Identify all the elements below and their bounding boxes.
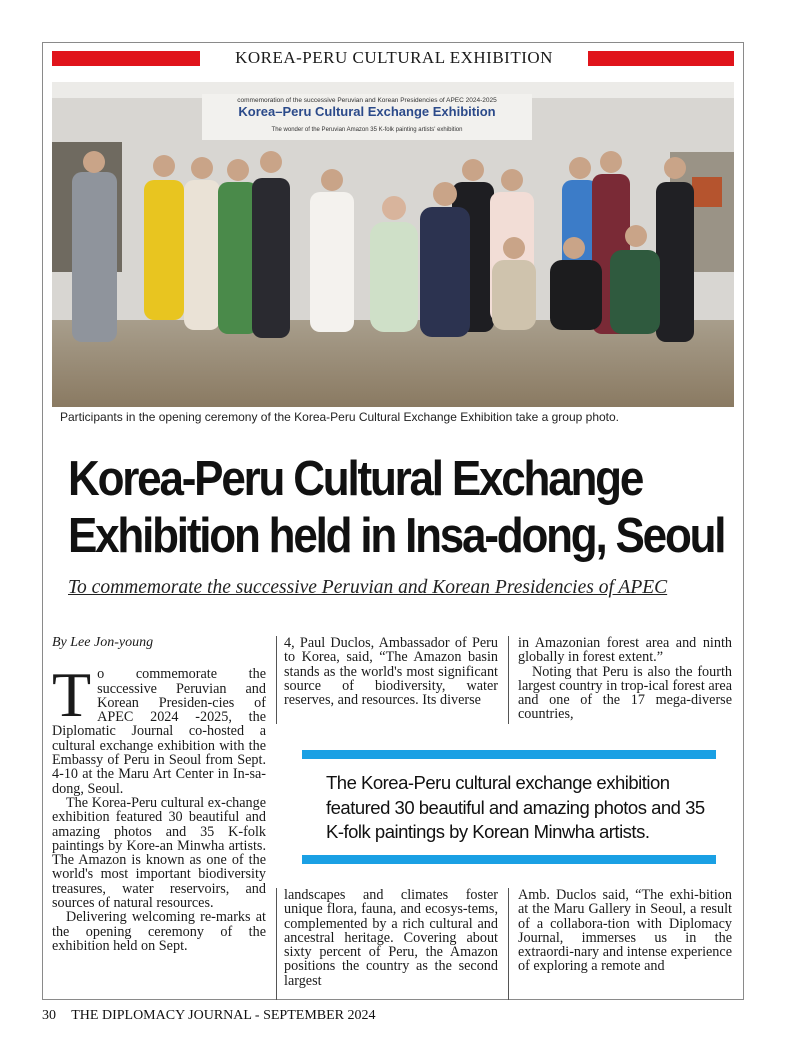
section-banner: [52, 48, 734, 68]
article-subhead: To commemorate the successive Peruvian and Korean Presidencies of APEC: [68, 577, 668, 598]
page-footer: [42, 1008, 376, 1024]
photo-banner-line2: The wonder of the Peruvian Amazon 35 K-folk painting artists' exhibition: [271, 127, 463, 133]
column-divider-1-bottom: [276, 888, 277, 1000]
column-divider-2-bottom: [508, 888, 509, 1000]
column-3-top: [518, 636, 732, 724]
column-2-top-text: 4, Paul Duclos, Ambassador of Peru to Korea, said, “The Amazon basin stands as the world's most significant source of biodiversity, water reserves, and resources. Its diverse: [284, 636, 498, 709]
byline: By Lee Jon-young: [52, 636, 154, 650]
page-number: 30: [42, 1008, 56, 1023]
column-1: [52, 636, 266, 1000]
column-1-paragraph-1-text: o commemorate the successive Peruvian and Korean Presiden-cies of APEC 2024 -2025, the Diplomatic Journal co-hosted a cultural exchange exhibition with the Embassy of Peru in Seoul from Sept. 4-10 at the Maru Art Center in In-sa-dong, Seoul.: [52, 666, 266, 797]
photo-banner-title: Korea–Peru Cultural Exchange Exhibition: [238, 104, 496, 119]
pullquote-bar-top: [302, 750, 716, 759]
banner-bar-left: [52, 51, 200, 66]
column-3-bottom-text: Amb. Duclos said, “The exhi-bition at the Maru Gallery in Seoul, a result of a collabora-tion with Diplomacy Journal, immerses us in the extraordi-nary and intense experience of exploring a remote and: [518, 888, 732, 975]
group-photo: [52, 82, 734, 407]
article-headline: [68, 450, 738, 564]
pullquote: The Korea-Peru cultural exchange exhibition featured 30 beautiful and amazing photos and 35 K-folk paintings by Korean Minwha artists.: [326, 772, 705, 842]
column-2-bottom: [284, 888, 498, 1000]
column-divider-2-top: [508, 636, 509, 724]
column-3-top-paragraph-2: Noting that Peru is also the fourth largest country in trop-ical forest area and one of the 17 mega-diverse countries,: [518, 663, 732, 723]
headline-line-1: Korea-Peru Cultural Exchange: [68, 451, 643, 506]
drop-cap: T: [52, 659, 92, 731]
column-1-paragraph-1: [52, 659, 266, 797]
pullquote-bar-bottom: [302, 855, 716, 864]
column-3-top-paragraph-1: in Amazonian forest area and ninth globally in forest extent.”: [518, 636, 732, 666]
headline-line-2: Exhibition held in Insa-dong, Seoul: [68, 508, 725, 564]
photo-banner-line1: commemoration of the successive Peruvian and Korean Presidencies of APEC 2024-2025: [237, 97, 497, 104]
publication-name: THE DIPLOMACY JOURNAL - SEPTEMBER 2024: [71, 1008, 376, 1023]
column-divider-1-top: [276, 636, 277, 724]
photo-caption: Participants in the opening ceremony of the Korea-Peru Cultural Exchange Exhibition take a group photo.: [60, 410, 620, 424]
column-2-top: [284, 636, 498, 724]
column-2-bottom-text: landscapes and climates foster unique flora, fauna, and ecosys-tems, complemented by a rich cultural and ancestral heritage. Covering about sixty percent of Peru, the Amazon positions the country as the second largest: [284, 888, 498, 989]
column-1-paragraph-3: Delivering welcoming re-marks at the opening ceremony of the exhibition held on Sept.: [52, 909, 266, 954]
column-1-paragraph-2: The Korea-Peru cultural ex-change exhibition featured 30 beautiful and amazing photos and 35 K-folk paintings by Kore-an Minwha artists. The Amazon is known as one of the world's most important biodiversity treasures, water reservoirs, and sources of natural resources.: [52, 794, 266, 912]
banner-bar-right: [588, 51, 734, 66]
column-3-bottom: [518, 888, 732, 1000]
section-title: KOREA-PERU CULTURAL EXHIBITION: [235, 48, 553, 67]
